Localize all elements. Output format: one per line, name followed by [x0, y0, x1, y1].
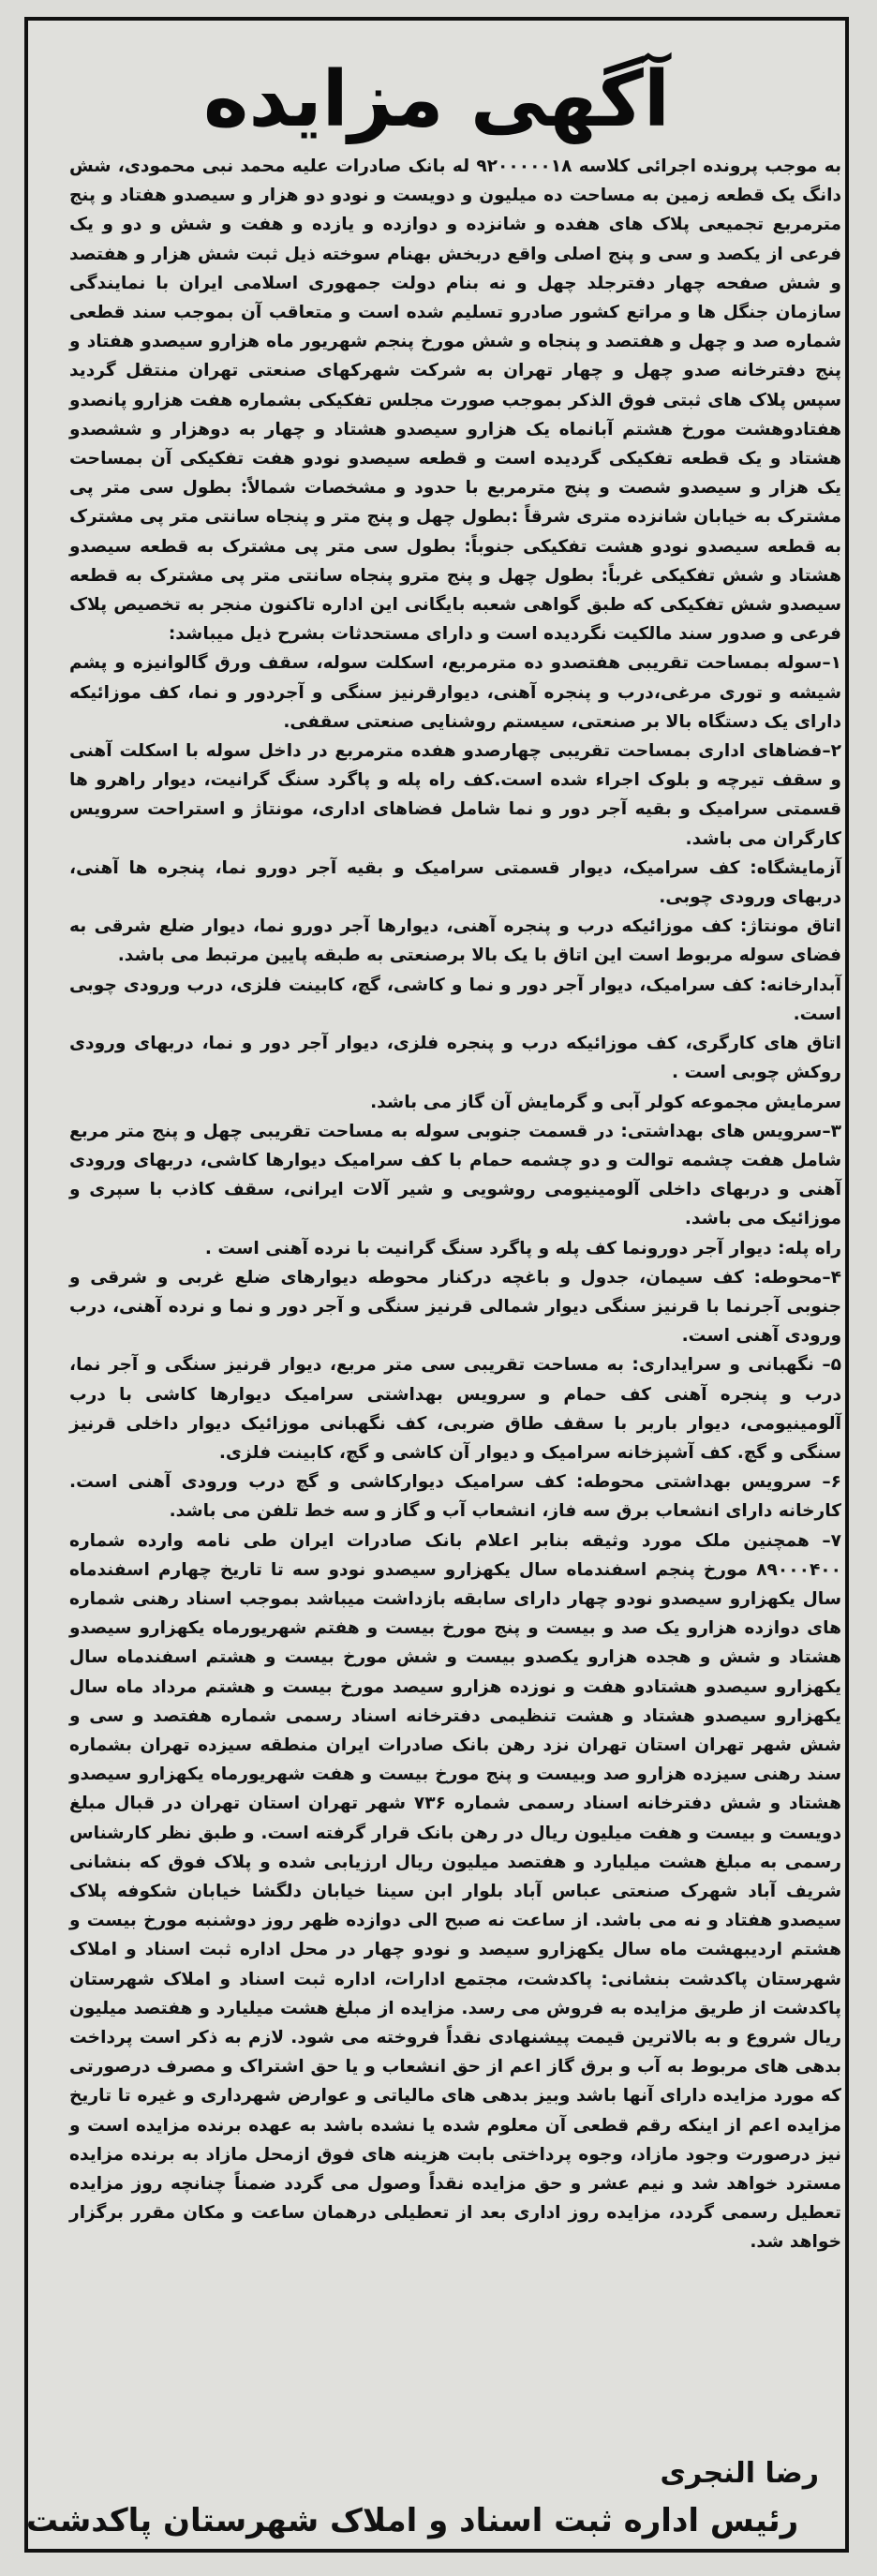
- paragraph-assembly-room: اتاق مونتاژ: کف موزائیکه درب و پنجره آهنی، دیوارها آجر دورو نما، دیوار ضلع شرقی به فضای سوله مربوط است این اتاق با یک بالا برصنعتی به طبقه پایین مرتبط می باشد.: [69, 916, 841, 966]
- notice-body: [69, 152, 841, 2257]
- paragraph-worker-rooms: اتاق های کارگری، کف موزائیکه درب و پنجره فلزی، دیوار آجر دور و نما، دربهای ورودی روکش چوبی است .: [69, 1034, 841, 1083]
- paragraph-hvac: سرمایش مجموعه کولر آبی و گرمایش آن گاز می باشد.: [370, 1092, 841, 1112]
- paragraph-item-1: ۱–سوله بمساحت تقریبی هفتصدو ده مترمربع، اسکلت سوله، سقف ورق گالوانیزه و پشم شیشه و توری مرغی،درب و پنجره آهنی، دیوارقرنیز سنگی و آجردور و نما، کف موزائیکه دارای یک دستگاه بالا بر صنعتی، سیستم روشنایی صنعتی سقفی.: [69, 653, 841, 732]
- paragraph-item-2: ۲–فضاهای اداری بمساحت تقریبی چهارصدو هفده مترمربع در داخل سوله با اسکلت آهنی و سقف تیرچه و بلوک اجراء شده است.کف راه پله و پاگرد سنگ گرانیت، دیوار راهرو ها قسمتی سرامیک و بقیه آجر دور و نما شامل فضاهای اداری، مونتاژ و استراحت سرویس کارگران می باشد.: [69, 741, 841, 849]
- signature-title: رئیس اداره ثبت اسناد و املاک شهرستان پاکدشت: [25, 2502, 799, 2539]
- paragraph-item-4: ۴–محوطه: کف سیمان، جدول و باغچه درکنار محوطه دیوارهای ضلع غربی و شرقی و جنوبی آجرنما با قرنیز سنگی دیوار شمالی قرنیز سنگی و آجر دور و نما و نرده آهنی، درب ورودی آهنی است.: [69, 1267, 841, 1347]
- paragraph-item-5: ۵– نگهبانی و سرایداری: به مساحت تقریبی سی متر مربع، دیوار قرنیز سنگی و آجر نما، درب و پنجره آهنی کف حمام و سرویس بهداشتی سرامیک دیوارها کاشی با درب آلومینیومی، دیوار باربر با سقف طاق ضربی، کف نگهبانی موزائیک دیوار داخلی قرنیز سنگی و گچ. کف آشپزخانه سرامیک و دیوار آن کاشی و گچ، کابینت فلزی.: [69, 1355, 841, 1463]
- paragraph-item-6: ۶– سرویس بهداشتی محوطه: کف سرامیک دیوارکاشی و گچ درب ورودی آهنی است. کارخانه دارای انشعاب برق سه فاز، انشعاب آب و گاز و سه خط تلفن می باشد.: [69, 1472, 841, 1522]
- signature-name: رضا النجری: [660, 2457, 819, 2490]
- paragraph-lab: آزمایشگاه: کف سرامیک، دیوار قسمتی سرامیک و بقیه آجر دورو نما، پنجره ها آهنی، دربهای ورودی چوبی.: [69, 857, 841, 908]
- paragraph-stairs: راه پله: دیوار آجر دورونما کف پله و پاگرد سنگ گرانیت با نرده آهنی است .: [204, 1238, 841, 1258]
- paragraph-intro: به موجب پرونده اجرائی کلاسه ۹۲۰۰۰۰۰۱۸ له بانک صادرات علیه محمد نبی محمودی، شش دانگ یک قطعه زمین به مساحت ده میلیون و دویست و نودو دو هزار و سیصدو هفتاد و پنج مترمربع تجمیعی پلاک های هفده و شانزده و دوازده و یازده و هفت و شش و دو و یک فرعی از یکصد و سی و پنج اصلی واقع دربخش بهنام سوخته ذیل ثبت شش هزار و هفتصد و شش صفحه چهار دفترجلد چهل و نه بنام دولت جمهوری اسلامی ایران با نمایندگی سازمان جنگل ها و مراتع کشور صادرو تسلیم شده است و متعاقب آن بموجب سند قطعی شماره صد و چهل و هفتصد و پنجاه و شش مورخ پنجم شهریور ماه هزارو سیصدو هفتاد و پنج دفترخانه صدو چهل و چهار تهران به شرکت شهرکهای صنعتی تهران منتقل گردید سپس پلاک های ثبتی فوق الذکر بموجب صورت مجلس تفکیکی بشماره هفت هزارو پانصدو هفتادوهشت مورخ هشتم آبانماه یک هزارو سیصدو هشتاد و چهار به دوهزار و ششصدو هشتاد و یک قطعه تفکیکی گردیده است و قطعه سیصدو نودو هفت تفکیکی آن بمساحت یک هزار و سیصدو شصت و پنج مترمربع با حدود و مشخصات شمالاً: بطول سی متر پی مشترک به خیابان شانزده متری شرقاً :بطول چهل و پنج متر و پنجاه سانتی متر پی مشترک به قطعه سیصدو نودو هشت تفکیکی جنوباً: بطول سی متر پی مشترک به قطعه سیصدو هشتاد و شش تفکیکی غرباً: بطول چهل و پنج مترو پنجاه سانتی متر پی مشترک به قطعه سیصدو شش تفکیکی که طبق گواهی شعبه بایگانی این اداره تاکنون منجر به تخصیص پلاک فرعی و صدور سند مالکیت نگردیده است و دارای مستحدثات بشرح ذیل میباشد:: [69, 156, 841, 645]
- notice-title: آگهی مزایده: [203, 55, 670, 144]
- paragraph-item-7: ۷– همچنین ملک مورد وثیقه بنابر اعلام بانک صادرات ایران طی نامه وارده شماره ۸۹۰۰۰۴۰۰ مورخ پنجم اسفندماه سال یکهزارو سیصدو نودو سه تا تاریخ چهارم اسفندماه سال یکهزارو سیصدو نودو چهار دارای سابقه بازداشت میباشد بموجب اسناد رهنی شماره های دوازده هزارو یک صد و بیست و پنج مورخ بیست و هفتم شهریورماه یکهزارو سیصدو هشتاد و شش و هجده هزارو یکصدو بیست و شش مورخ بیست و هشتم اسفندماه سال یکهزارو سیصدو هشتادو هفت و نوزده هزارو سیصد مورخ بیست و هشتم مرداد ماه سال یکهزارو سیصدو هشتاد و هشت تنظیمی دفترخانه اسناد رسمی شماره هفتصد و سی و شش شهر تهران استان تهران نزد رهن بانک صادرات ایران منطقه سیزده تهران بشماره سند رهنی سیزده هزارو صد وبیست و پنج مورخ بیست و هفت شهریورماه یکهزارو سیصدو هشتاد و شش دفترخانه اسناد رسمی شماره ۷۳۶ شهر تهران استان تهران در قبال مبلغ دویست و بیست و هفت میلیون ریال در رهن بانک قرار گرفته است. و طبق نظر کارشناس رسمی به مبلغ هشت میلیارد و هفتصد میلیون ریال ارزیابی شده و پلاک فوق که بنشانی شریف آباد شهرک صنعتی عباس آباد بلوار ابن سینا خیابان دلگشا خیابان شکوفه پلاک سیصدو هفتاد و نه می باشد. از ساعت نه صبح الی دوازده ظهر روز دوشنبه مورخ بیست و هشتم اردیبهشت ماه سال یکهزارو سیصد و نودو چهار در محل اداره ثبت اسناد و املاک شهرستان پاکدشت بنشانی: پاکدشت، مجتمع ادارات، اداره ثبت اسناد و املاک شهرستان پاکدشت از طریق مزایده به فروش می رسد. مزایده از مبلغ هشت میلیارد و هفتصد میلیون ریال شروع و به بالاترین قیمت پیشنهادی نقداً فروخته می شود. لازم به ذکر است پرداخت بدهی های مربوط به آب و برق گاز اعم از حق انشعاب و یا حق اشتراک و مصرف درصورتی که مورد مزایده دارای آنها باشد وبیز بدهی های مالیاتی و عوارض شهرداری و غیره تا تاریخ مزایده اعم از اینکه رقم قطعی آن معلوم شده یا نشده باشد به عهده برنده مزایده است و نیز درصورت وجود مازاد، وجوه پرداختی بابت هزینه های فوق ازمحل مازاد به برنده مزایده مسترد خواهد شد و نیم عشر و حق مزایده نقداً وصول می گردد ضمناً چنانچه روز مزایده تعطیل رسمی گردد، مزایده روز اداری بعد از تعطیلی درهمان ساعت و مکان مقرر برگزار خواهد شد.: [69, 1530, 841, 2253]
- paragraph-item-3: ۳–سرویس های بهداشتی: در قسمت جنوبی سوله به مساحت تقریبی چهل و پنج متر مربع شامل هفت چشمه توالت و دو چشمه حمام با کف سرامیک دیوارها کاشی، دربهای ورودی آهنی و دربهای داخلی آلومینیومی روشویی و شیر آلات ایرانی، سقف کاذب با سپری و موزائیک می باشد.: [69, 1121, 841, 1229]
- paragraph-pantry: آبدارخانه: کف سرامیک، دیوار آجر دور و نما و کاشی، گچ، کابینت فلزی، درب ورودی چوبی است.: [69, 975, 841, 1024]
- notice-frame: [24, 17, 849, 2553]
